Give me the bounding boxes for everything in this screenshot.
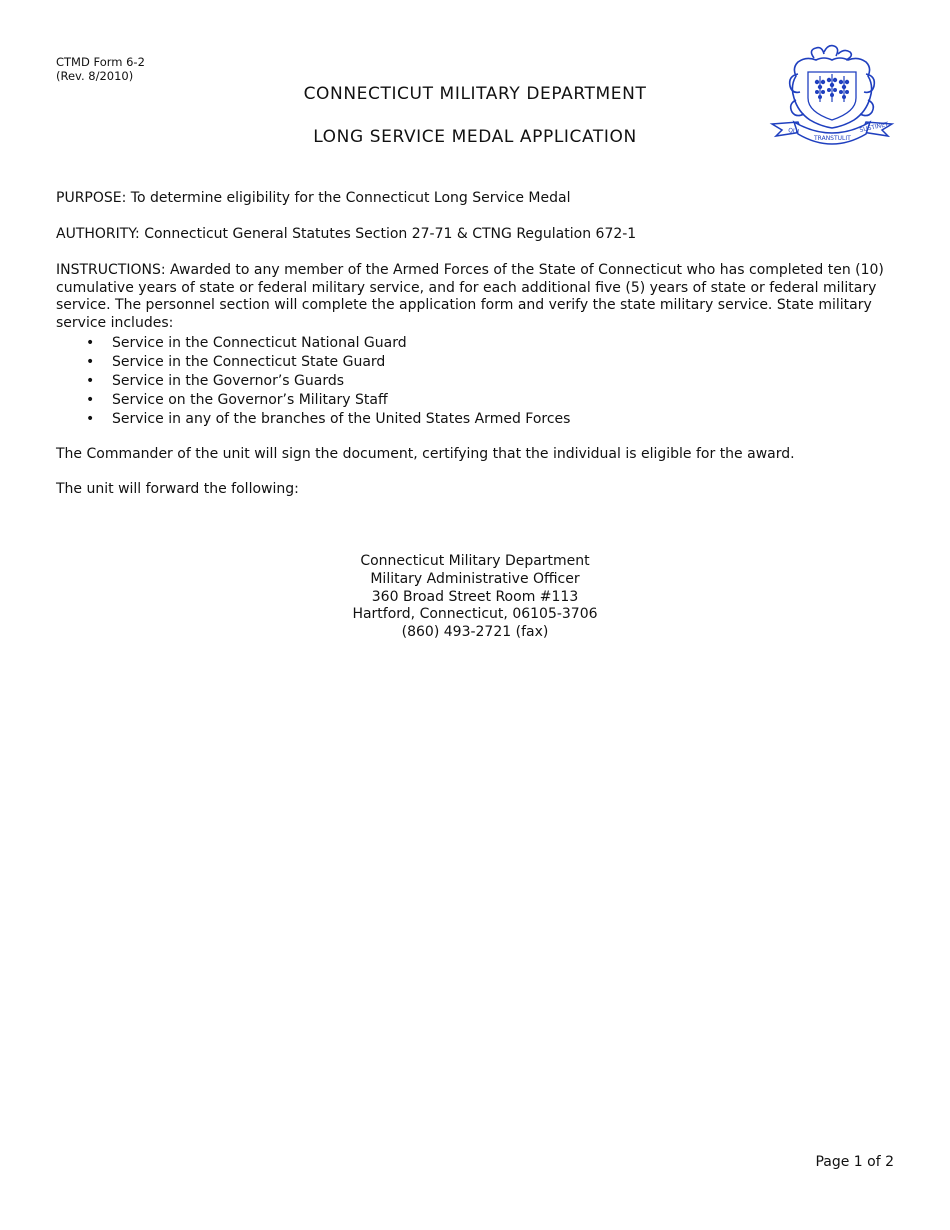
list-item [56,353,570,372]
list-item-text: Service in the Connecticut State Guard [112,354,386,370]
list-item [56,410,570,429]
list-item-text: Service on the Governor’s Military Staff [112,392,388,408]
svg-text:TRANSTULIT: TRANSTULIT [814,135,851,142]
bullet: • [86,411,95,427]
svg-text:SUSTINET: SUSTINET [858,120,890,134]
list-item [56,372,570,391]
list-item [56,391,570,410]
address-line: Connecticut Military Department [360,553,590,569]
bullet: • [86,354,95,370]
form-identifier [56,55,145,83]
form-number: CTMD Form 6-2 [56,55,145,69]
bullet: • [86,392,95,408]
authority-statement: AUTHORITY: Connecticut General Statutes Section 27-71 & CTNG Regulation 672-1 [56,226,637,242]
commander-note: The Commander of the unit will sign the document, certifying that the individual is eligible for the award. [56,446,795,462]
address-line: 360 Broad Street Room #113 [371,588,579,605]
list-item [56,334,570,353]
service-list [56,334,570,429]
address-line: Hartford, Connecticut, 06105-3706 [352,606,598,623]
svg-text:QUI: QUI [787,127,800,136]
mailing-address [0,553,950,642]
purpose-statement: PURPOSE: To determine eligibility for the Connecticut Long Service Medal [56,190,571,206]
document-title: LONG SERVICE MEDAL APPLICATION [313,127,637,147]
page-number: Page 1 of 2 [815,1154,894,1170]
bullet: • [86,335,95,351]
forward-note: The unit will forward the following: [56,481,299,497]
fax-number: (860) 493-2721 (fax) [401,624,549,641]
list-item-text: Service in any of the branches of the United States Armed Forces [112,411,571,427]
bullet: • [86,373,95,389]
connecticut-state-seal-icon [768,44,896,160]
list-item-text: Service in the Connecticut National Guard [112,335,407,351]
address-line: Military Administrative Officer [370,570,580,587]
list-item-text: Service in the Governor’s Guards [112,373,345,389]
department-heading: CONNECTICUT MILITARY DEPARTMENT [303,84,647,104]
form-revision: (Rev. 8/2010) [56,69,134,83]
instructions-paragraph: INSTRUCTIONS: Awarded to any member of the Armed Forces of the State of Connecticut who has completed ten (10) cumulative years of state or federal military service, and for each additional five (5) years of state or federal military service. The personnel section will complete the application form and verify the state military service. State military service includes: [56,262,884,331]
